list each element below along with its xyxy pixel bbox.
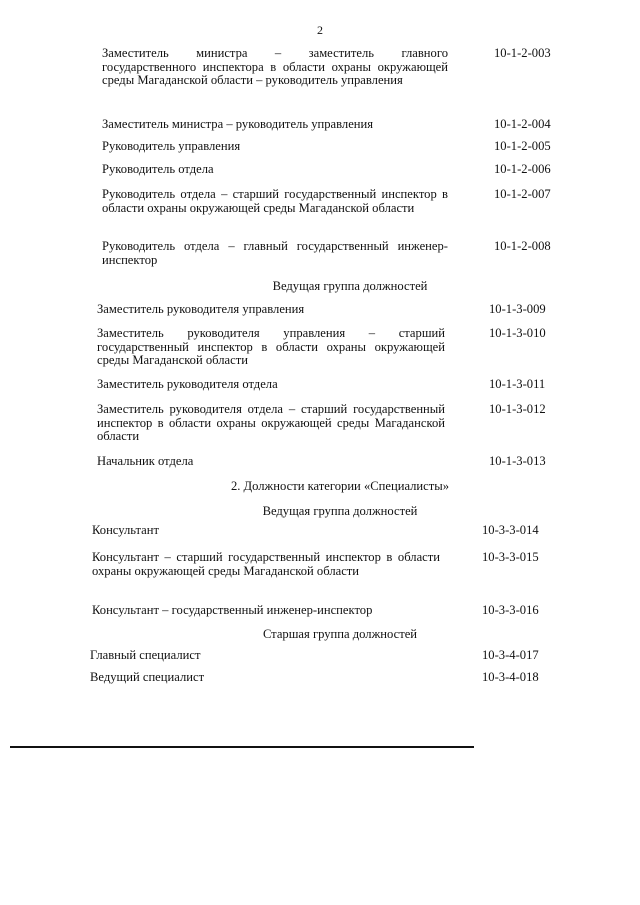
position-code: 10-1-2-006 bbox=[494, 162, 551, 176]
position-title: Заместитель руководителя отдела – старший государственный инспектор в области охраны окружающей среды Магаданской области bbox=[97, 402, 445, 444]
position-code: 10-3-3-015 bbox=[482, 550, 539, 564]
position-code: 10-1-2-007 bbox=[494, 187, 551, 201]
position-title: Заместитель руководителя управления – старший государственный инспектор в области охраны окружающей среды Магаданской области bbox=[97, 326, 445, 368]
position-code: 10-3-3-014 bbox=[482, 523, 539, 537]
position-title: Начальник отдела bbox=[97, 454, 194, 468]
page-number: 2 bbox=[317, 23, 323, 37]
position-code: 10-3-3-016 bbox=[482, 603, 539, 617]
position-code: 10-1-3-013 bbox=[489, 454, 546, 468]
position-code: 10-1-2-003 bbox=[494, 46, 551, 60]
position-title: Руководитель отдела – старший государственный инспектор в области охраны окружающей среды Магаданской области bbox=[102, 187, 448, 215]
position-title: Руководитель управления bbox=[102, 139, 241, 153]
section-heading: Ведущая группа должностей bbox=[262, 504, 418, 518]
position-title: Руководитель отдела – главный государственный инженер-инспектор bbox=[102, 239, 448, 267]
position-title: Заместитель руководителя отдела bbox=[97, 377, 278, 391]
position-code: 10-1-3-010 bbox=[489, 326, 546, 340]
position-code: 10-1-3-012 bbox=[489, 402, 546, 416]
section-heading: Ведущая группа должностей bbox=[272, 279, 428, 293]
position-code: 10-1-3-009 bbox=[489, 302, 546, 316]
position-title: Ведущий специалист bbox=[90, 670, 205, 684]
position-code: 10-1-2-008 bbox=[494, 239, 551, 253]
position-title: Главный специалист bbox=[90, 648, 201, 662]
position-title: Заместитель руководителя управления bbox=[97, 302, 305, 316]
position-code: 10-3-4-017 bbox=[482, 648, 539, 662]
position-code: 10-1-2-005 bbox=[494, 139, 551, 153]
position-title: Консультант – государственный инженер-инспектор bbox=[92, 603, 373, 617]
position-code: 10-3-4-018 bbox=[482, 670, 539, 684]
position-title: Заместитель министра – руководитель управления bbox=[102, 117, 374, 131]
section-heading: Старшая группа должностей bbox=[262, 627, 418, 641]
position-title: Руководитель отдела bbox=[102, 162, 214, 176]
position-title: Консультант bbox=[92, 523, 160, 537]
footer-rule bbox=[10, 746, 474, 748]
position-title: Консультант – старший государственный инспектор в области охраны окружающей среды Магаданской области bbox=[92, 550, 440, 578]
category-heading: 2. Должности категории «Специалисты» bbox=[230, 479, 450, 493]
position-code: 10-1-2-004 bbox=[494, 117, 551, 131]
position-title: Заместитель министра – заместитель главного государственного инспектора в области охраны окружающей среды Магаданской области – руководитель управления bbox=[102, 46, 448, 88]
position-code: 10-1-3-011 bbox=[489, 377, 546, 391]
